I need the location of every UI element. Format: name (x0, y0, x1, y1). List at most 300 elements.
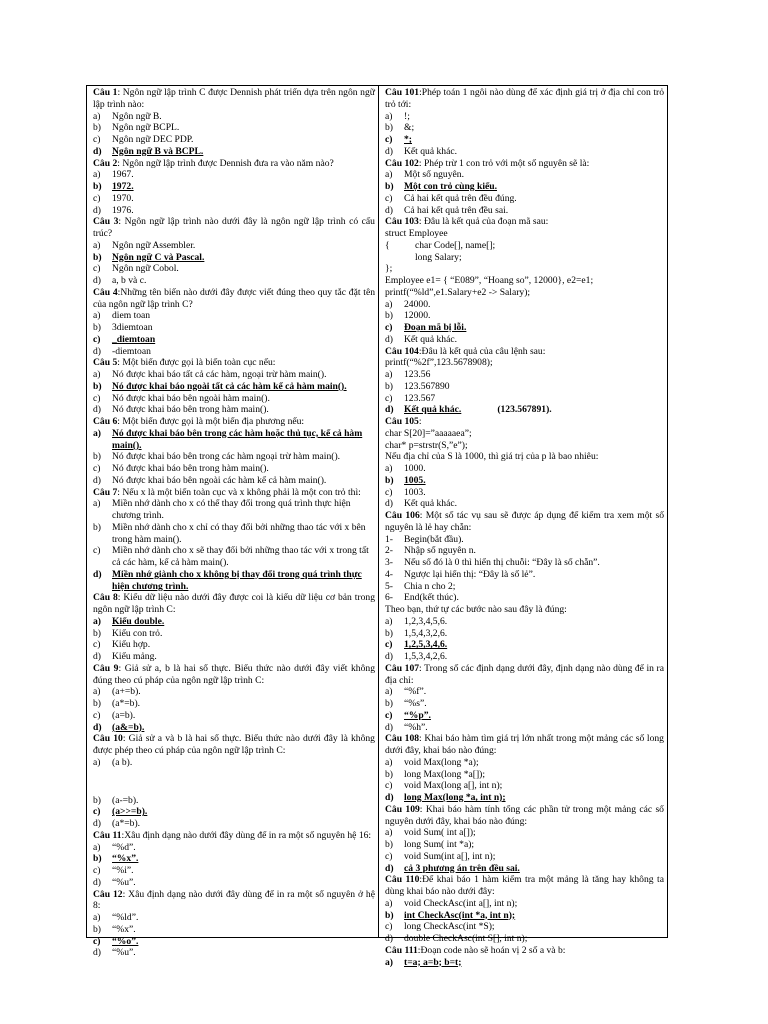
answer-option (385, 146, 664, 158)
answer-option (93, 193, 375, 205)
option-label: d) (93, 818, 101, 829)
code-line (385, 252, 664, 264)
answer-option (93, 924, 375, 936)
option-text: Cả hai kết quả trên đều sai. (404, 204, 509, 216)
option-text: 1000. (404, 463, 426, 474)
answer-option (385, 921, 664, 933)
answer-option (385, 334, 664, 346)
option-label: c) (93, 392, 101, 404)
answer-option-correct (93, 181, 375, 193)
question-separator: : (117, 286, 121, 298)
option-label: c) (93, 463, 101, 474)
option-label: d) (385, 498, 393, 510)
option-label: c) (93, 709, 101, 721)
option-text: void Sum( int a[]); (404, 827, 476, 839)
option-label: b) (385, 909, 394, 921)
answer-option (93, 877, 375, 889)
option-label: a) (385, 110, 393, 122)
option-text: cả 3 phương án trên đều sai. (404, 862, 520, 874)
option-text: (a-=b). (112, 794, 139, 806)
option-label: d) (385, 721, 393, 733)
question-body: Giả sử a, b là hai số thực. Biểu thức nào dưới đây viết không đúng theo cú pháp của ngôn ngữ lập trình C: (93, 662, 375, 686)
question-text (385, 945, 664, 957)
question-text (385, 216, 664, 228)
option-label: c) (385, 134, 393, 145)
option-label: a) (385, 956, 393, 968)
option-label: a) (93, 310, 101, 322)
option-label: b) (93, 794, 101, 806)
answer-option (93, 451, 375, 463)
option-label: 6- (385, 592, 393, 604)
question-text (385, 346, 664, 358)
option-label: a) (93, 912, 101, 923)
option-text: Ngôn ngữ B và BCPL. (112, 145, 204, 157)
option-label: d) (93, 568, 102, 580)
option-label: a) (385, 369, 393, 380)
option-label: d) (385, 933, 393, 944)
option-label: a) (93, 756, 101, 768)
option-text: void Sum(int a[], int n); (404, 850, 496, 862)
option-label: a) (93, 427, 101, 439)
answer-option (93, 322, 375, 334)
code-text: char Code[], name[]; (415, 239, 496, 251)
question-number: Câu 5 (93, 357, 118, 369)
option-text: “%x”. (112, 923, 136, 935)
option-label: d) (385, 862, 394, 874)
answer-option (93, 757, 375, 769)
question-separator: : (117, 416, 123, 427)
question-body: Ngôn ngữ lập trình được Dennish đưa ra vào năm nào? (122, 157, 334, 169)
code-line (385, 428, 664, 440)
option-text: Kết quả khác. (404, 333, 458, 345)
option-text: !; (404, 110, 410, 122)
question-separator: : (117, 157, 123, 169)
answer-option (385, 169, 664, 181)
option-label: 5- (385, 580, 393, 592)
question-body: Khai báo hàm tính tổng các phần tử trong một mảng các số nguyên dưới đây, khai báo nào đúng: (385, 803, 664, 827)
question-text (93, 87, 375, 111)
answer-option (93, 169, 375, 181)
answer-option (93, 865, 375, 877)
option-text: Một con trỏ cùng kiểu. (404, 181, 498, 192)
option-text: void CheckAsc(int a[], int n); (404, 897, 518, 909)
question-separator: : (118, 662, 125, 674)
question-separator: : (419, 874, 423, 886)
question-separator: : (121, 829, 125, 841)
option-text: *; (404, 134, 412, 145)
answer-option-correct (385, 863, 664, 875)
code-line (385, 287, 664, 299)
question-text (385, 510, 664, 534)
option-label: a) (385, 615, 393, 627)
option-text: 1005. (404, 474, 426, 486)
option-text: Ngôn ngữ DEC PDP. (112, 134, 194, 145)
question-text (385, 804, 664, 828)
answer-option (385, 686, 664, 698)
question-separator: : (418, 345, 422, 357)
option-label: a) (93, 498, 101, 510)
option-label: c) (93, 192, 101, 204)
option-label: d) (385, 145, 393, 157)
option-text: Đoạn mã bị lỗi. (404, 322, 467, 333)
question-text (385, 663, 664, 687)
answer-option (385, 722, 664, 734)
question-separator: : (418, 216, 424, 228)
option-label: 1- (385, 533, 393, 545)
option-label: c) (385, 850, 393, 862)
option-text: “%u”. (112, 876, 136, 888)
option-label: b) (93, 451, 101, 463)
option-text: Miền nhớ dành cho x chỉ có thay đổi bởi những thao tác với x bên trong hàm main(). (112, 521, 366, 545)
answer-option-correct (93, 146, 375, 158)
option-text: t=a; a=b; b=t; (404, 956, 462, 968)
option-label: a) (93, 686, 101, 698)
option-text: int CheckAsc(int *a, int n); (404, 909, 516, 921)
question-body: Một biến được gọi là một biến địa phương nếu: (122, 416, 305, 427)
question-body: Phép trừ 1 con trỏ với một số nguyên sẽ là: (423, 157, 590, 169)
option-label: b) (93, 698, 101, 709)
question-number: Câu 106 (385, 510, 420, 521)
answer-option (93, 346, 375, 358)
question-number: Câu 102 (385, 157, 419, 169)
question-text (385, 874, 664, 898)
code-text: }; (385, 263, 393, 275)
option-label: a) (93, 841, 101, 853)
option-label: b) (93, 181, 102, 192)
option-text: (a+=b). (112, 686, 141, 698)
question-number: Câu 6 (93, 416, 118, 427)
question-text (385, 87, 664, 111)
option-text: Ngôn ngữ BCPL. (112, 122, 180, 134)
option-text: Nó được khai báo bên ngoài hàm main(). (112, 392, 270, 404)
option-text: 1,2,5,3,4,6. (404, 639, 448, 651)
option-text: “%d”. (112, 841, 136, 853)
option-text: Một số nguyên. (404, 169, 464, 181)
code-line (385, 228, 664, 240)
option-text: Begin(bắt đầu). (404, 533, 464, 545)
question-text (385, 158, 664, 170)
right-column (379, 86, 667, 968)
option-label: b) (385, 627, 393, 639)
question-text (93, 158, 375, 170)
answer-option-correct (385, 475, 664, 487)
option-text: (a>>=b). (112, 806, 148, 818)
option-label: d) (93, 145, 102, 157)
option-text: a, b và c. (112, 275, 147, 286)
answer-option (385, 545, 664, 557)
question-separator: : (418, 416, 422, 427)
answer-option-correct (385, 134, 664, 146)
answer-option (93, 369, 375, 381)
answer-option (385, 581, 664, 593)
answer-option-correct (93, 334, 375, 346)
answer-option (93, 310, 375, 322)
option-label: d) (385, 333, 393, 345)
option-label: b) (385, 181, 394, 192)
option-label: d) (93, 651, 101, 662)
answer-option-correct (385, 792, 664, 804)
option-text: Kết quả khác. (404, 404, 462, 416)
option-label: a) (385, 897, 393, 909)
question-number: Câu 105 (385, 416, 419, 427)
option-text: 1972. (112, 181, 134, 192)
option-label: d) (93, 876, 101, 888)
answer-option (93, 122, 375, 134)
question-separator: : (417, 944, 421, 956)
answer-option (93, 651, 375, 663)
option-label: c) (385, 486, 393, 498)
question-separator: : (419, 733, 425, 745)
option-text: “%x”. (112, 853, 139, 865)
blank-space (93, 769, 375, 795)
question-body: Phép toán 1 ngôi nào dùng để xác định giá trị ở địa chỉ con trỏ trỏ tới: (385, 87, 664, 110)
option-text: End(kết thúc). (404, 592, 459, 604)
question-body: Đoạn code nào sẽ hoán vị 2 số a và b: (420, 944, 566, 956)
answer-option (93, 498, 375, 522)
option-text: Ngôn ngữ Assembler. (112, 239, 196, 251)
answer-option (93, 134, 375, 146)
option-label: d) (385, 404, 394, 416)
question-body: Đâu là kết quả của câu lệnh sau: (421, 345, 546, 357)
answer-option (93, 795, 375, 807)
question-number: Câu 109 (385, 803, 420, 815)
question-text (93, 889, 375, 913)
option-label: a) (93, 169, 101, 181)
option-label: c) (93, 333, 101, 345)
answer-option (385, 616, 664, 628)
answer-option (385, 122, 664, 134)
answer-option (385, 898, 664, 910)
answer-option-correct (385, 639, 664, 651)
option-text: diem toan (112, 310, 151, 322)
answer-option (93, 275, 375, 287)
option-text: “%u”. (112, 947, 136, 959)
question-number: Câu 9 (93, 662, 119, 674)
option-label: a) (93, 239, 101, 251)
answer-option (385, 299, 664, 311)
option-label: d) (93, 275, 101, 286)
answer-option-correct (93, 569, 375, 593)
option-text: (a*=b). (112, 698, 141, 709)
option-text: “%f”. (404, 686, 427, 698)
option-text: Miền nhớ dành cho x sẽ thay đổi bởi những thao tác với x trong tất cả các hàm, kể cả hàm main(). (112, 545, 369, 568)
option-label: b) (93, 627, 101, 639)
answer-option (93, 463, 375, 475)
question-separator: : (117, 357, 123, 369)
option-label: 4- (385, 568, 393, 580)
option-text: “%p”. (404, 709, 431, 721)
option-text: long Sum( int *a); (404, 839, 475, 850)
answer-option (93, 710, 375, 722)
question-text (93, 592, 375, 616)
option-label: 2- (385, 545, 393, 557)
option-label: a) (93, 110, 101, 122)
answer-option-correct (93, 853, 375, 865)
option-text: Cả hai kết quả trên đều đúng. (404, 192, 517, 204)
question-number: Câu 104 (385, 345, 419, 357)
option-text: 3diemtoan (112, 322, 153, 333)
answer-option (385, 381, 664, 393)
answer-option (385, 628, 664, 640)
option-text: 123.567 (404, 392, 436, 404)
option-label: b) (93, 251, 102, 263)
option-text: 1,2,3,4,5,6. (404, 615, 448, 627)
option-label: 3- (385, 557, 393, 568)
left-column (87, 86, 379, 959)
question-text (93, 487, 375, 499)
question-number: Câu 11 (93, 829, 122, 841)
option-text: Chia n cho 2; (404, 580, 456, 592)
option-label: b) (93, 853, 102, 865)
answer-option (93, 912, 375, 924)
answer-option-correct (93, 616, 375, 628)
question-text (385, 733, 664, 757)
question-body: Kiểu dữ liệu nào dưới đây được coi là kiểu dữ liệu cơ bản trong ngôn ngữ lập trình C: (93, 592, 375, 615)
answer-option-correct (93, 722, 375, 734)
question-body: Khai báo hàm tìm giá trị lớn nhất trong một mảng các số long dưới đây, khai báo nào đúng: (385, 733, 664, 756)
answer-option (93, 205, 375, 217)
option-text: -diemtoan (112, 345, 151, 357)
option-label: b) (385, 122, 393, 134)
question-separator: : (122, 888, 129, 900)
option-label: b) (385, 768, 393, 780)
option-text: “%ld”. (112, 912, 139, 923)
option-label: c) (385, 392, 393, 404)
answer-option (385, 839, 664, 851)
question-number: Câu 108 (385, 733, 420, 745)
answer-option (93, 639, 375, 651)
answer-option (93, 686, 375, 698)
option-label: d) (385, 651, 393, 662)
question-text (93, 663, 375, 687)
answer-option (385, 310, 664, 322)
answer-option (385, 827, 664, 839)
question-number: Câu 107 (385, 662, 420, 674)
question-body: Ngôn ngữ lập trình C được Dennish phát triển dựa trên ngôn ngữ lập trình nào: (93, 87, 375, 110)
answer-option (385, 205, 664, 217)
option-label: a) (385, 298, 393, 310)
answer-option-correct (385, 322, 664, 334)
option-label: d) (93, 947, 101, 959)
question-text (93, 733, 375, 757)
option-label: c) (93, 263, 101, 275)
question-number: Câu 3 (93, 216, 119, 228)
option-text: Ngôn ngữ Cobol. (112, 263, 179, 275)
question-separator: : (419, 662, 425, 674)
option-label: d) (93, 721, 102, 733)
option-text: Nó được khai báo bên trong hàm main(). (112, 404, 269, 416)
question-body: Xâu định dạng nào dưới đây dùng để in ra một số nguyên hệ 16: (124, 829, 372, 841)
option-label: c) (93, 806, 101, 818)
option-text: Ngôn ngữ B. (112, 110, 162, 122)
question-number: Câu 7 (93, 486, 118, 498)
answer-option (385, 534, 664, 546)
option-text: Kết quả khác. (404, 145, 458, 157)
question-separator: : (117, 486, 123, 498)
question-text (93, 830, 375, 842)
option-text: 123.56 (404, 369, 431, 380)
answer-option (93, 111, 375, 123)
option-label: b) (93, 122, 101, 134)
answer-option (385, 698, 664, 710)
code-line (385, 357, 664, 369)
code-text: Theo bạn, thứ tự các bước nào sau đây là đúng: (385, 604, 567, 615)
answer-option-correct (93, 428, 375, 452)
answer-option (385, 780, 664, 792)
question-separator: : (419, 87, 422, 98)
question-body: Một biến được gọi là biến toàn cục nếu: (122, 357, 276, 369)
answer-option (93, 947, 375, 959)
answer-option (385, 933, 664, 945)
answer-option (385, 769, 664, 781)
answer-option (385, 851, 664, 863)
question-separator: : (117, 87, 123, 98)
option-label: a) (93, 615, 101, 627)
option-text: Nó được khai báo bên trong các hàm hoặc thủ tục, kể cả hàm main(). (112, 427, 363, 451)
option-text: Nó được khai báo tất cả các hàm, ngoại trừ hàm main(). (112, 369, 327, 380)
option-text: (a*=b). (112, 818, 141, 829)
option-label: d) (93, 404, 101, 416)
question-body: Để khai báo 1 hàm kiểm tra một mảng là tăng hay không ta dùng khai báo nào dưới đây: (385, 874, 664, 897)
answer-option-correct (385, 404, 664, 416)
question-separator: : (419, 803, 426, 815)
answer-option (385, 193, 664, 205)
option-label: b) (93, 923, 101, 935)
option-label: c) (93, 134, 101, 145)
option-label: b) (385, 698, 393, 709)
option-label: a) (385, 169, 393, 181)
option-text: long Max(long *a, int n); (404, 792, 506, 803)
question-text (93, 216, 375, 240)
code-text: printf(“%ld”,e1.Salary+e2 -> Salary); (385, 286, 531, 298)
answer-option (93, 818, 375, 830)
option-label: c) (93, 639, 101, 651)
option-label: b) (385, 380, 393, 392)
code-line (385, 263, 664, 275)
option-text: Kiểu double. (112, 615, 165, 627)
answer-option (385, 651, 664, 663)
code-line (385, 275, 664, 287)
answer-option (385, 557, 664, 569)
answer-option-correct (93, 381, 375, 393)
option-label: a) (93, 369, 101, 380)
code-text: char* p=strstr(S,”e”); (385, 439, 468, 451)
option-text: 12000. (404, 310, 431, 322)
question-body: Giả sử a và b là hai số thực. Biểu thức nào dưới đây là không được phép theo cú pháp của ngôn ngữ lập trình C: (93, 733, 375, 756)
option-text: 1970. (112, 192, 134, 204)
option-text: (a=b). (112, 709, 136, 721)
answer-option-correct (385, 710, 664, 722)
code-line (385, 451, 664, 463)
code-line (385, 440, 664, 452)
option-text: 1976. (112, 204, 134, 216)
option-text: Nó được khai báo bên ngoài các hàm kể cả hàm main(). (112, 474, 327, 486)
code-text: char S[20]=”aaaaaea”; (385, 427, 472, 439)
option-text: “%i”. (112, 865, 134, 876)
option-label: a) (385, 463, 393, 474)
option-text: 1003. (404, 486, 426, 498)
option-text: 24000. (404, 298, 431, 310)
answer-option-correct (93, 806, 375, 818)
answer-option (385, 757, 664, 769)
option-text: Ngôn ngữ C và Pascal. (112, 251, 205, 263)
question-number: Câu 111 (385, 944, 418, 956)
answer-option (385, 369, 664, 381)
answer-option-correct (93, 252, 375, 264)
option-text: Kiểu con trỏ. (112, 627, 163, 639)
option-label: c) (93, 545, 101, 557)
code-text: Employee e1= { “E089”, “Hoang so”, 12000}, e2=e1; (385, 275, 594, 286)
